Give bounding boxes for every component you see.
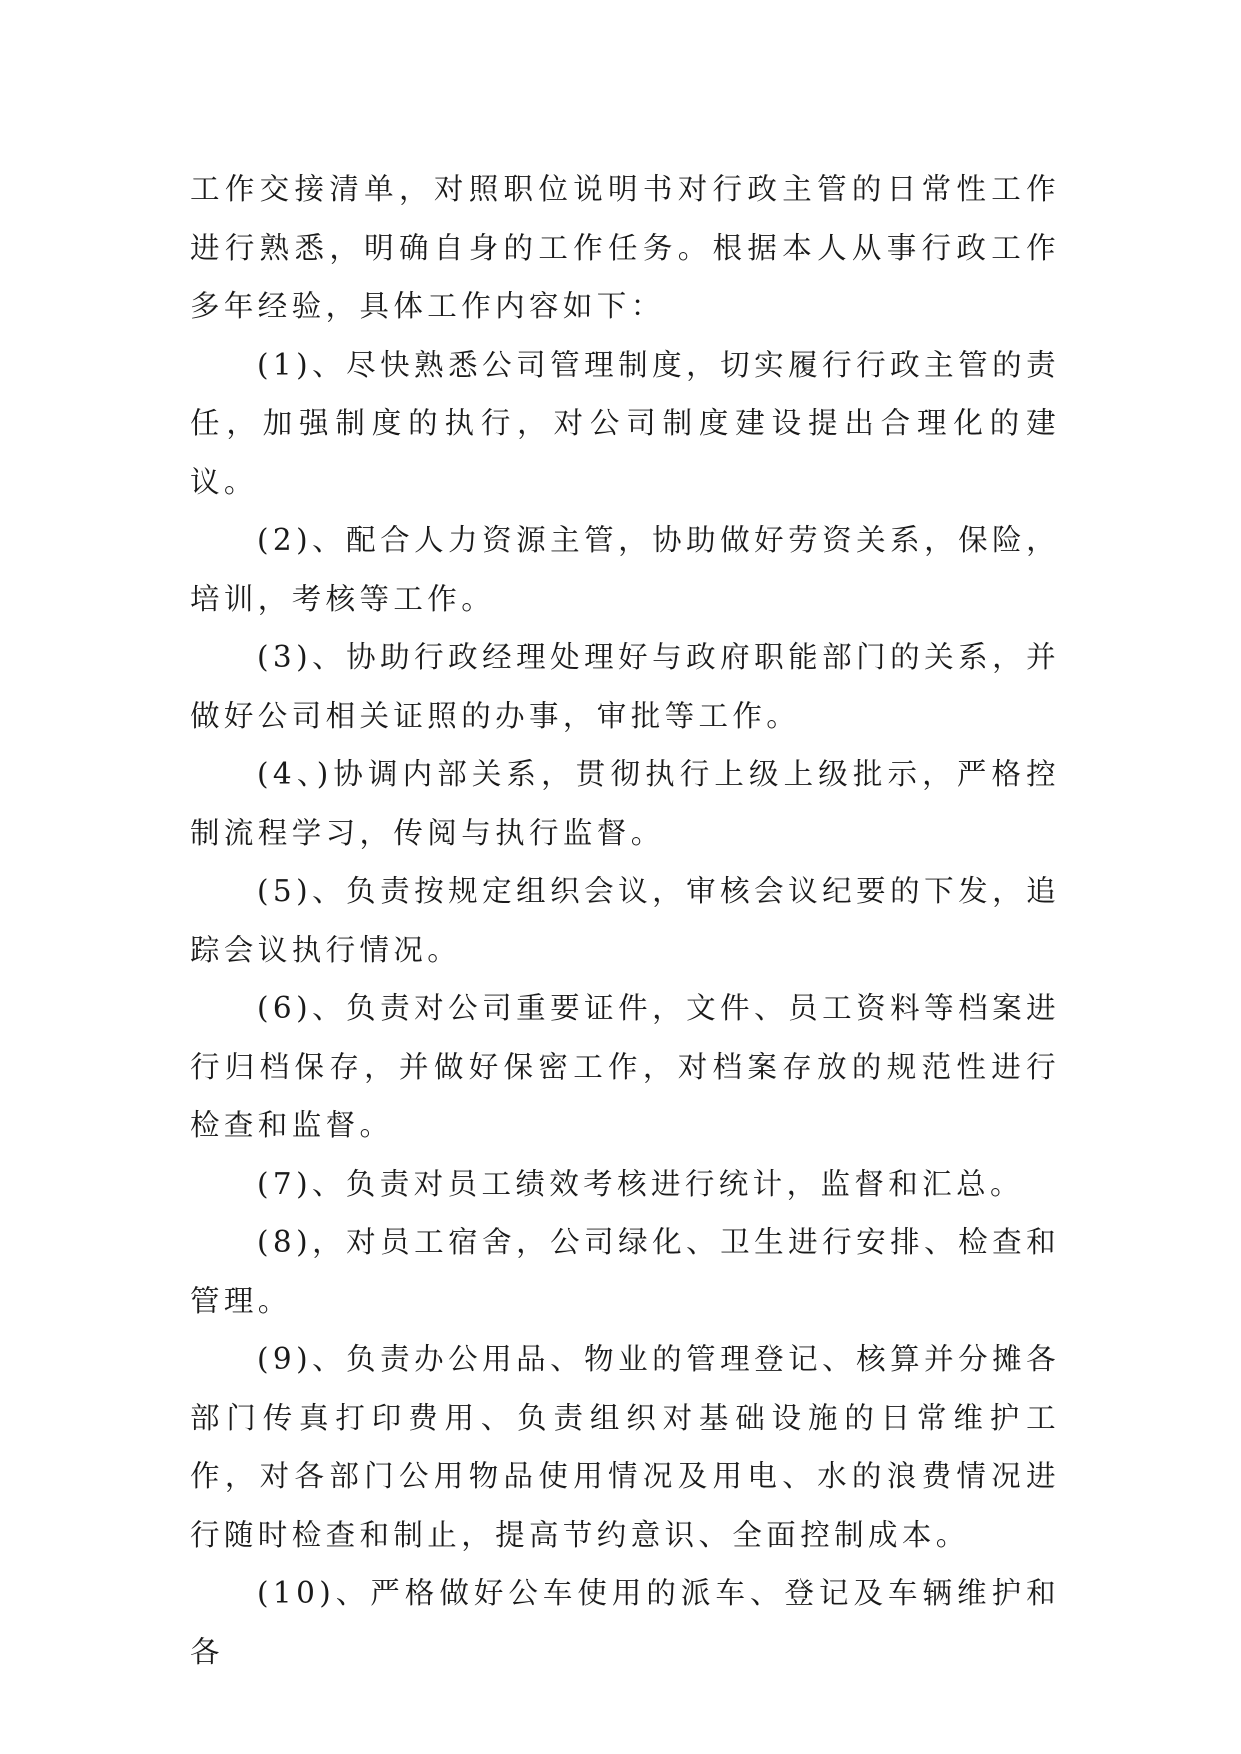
- list-item-2: (2)、配合人力资源主管，协助做好劳资关系，保险，培训，考核等工作。: [190, 523, 1060, 616]
- document-body: [190, 160, 1060, 1681]
- paragraph-intro: 工作交接清单，对照职位说明书对行政主管的日常性工作进行熟悉，明确自身的工作任务。根据本人从事行政工作多年经验，具体工作内容如下：: [190, 172, 1060, 323]
- list-item-8: (8)，对员工宿舍，公司绿化、卫生进行安排、检查和管理。: [190, 1225, 1060, 1318]
- list-item-9: (9)、负责办公用品、物业的管理登记、核算并分摊各部门传真打印费用、负责组织对基础设施的日常维护工作，对各部门公用物品使用情况及用电、水的浪费情况进行随时检查和制止，提高节约意识、全面控制成本。: [190, 1342, 1060, 1552]
- list-item-10: (10)、严格做好公车使用的派车、登记及车辆维护和各: [190, 1576, 1060, 1669]
- list-item-5: (5)、负责按规定组织会议，审核会议纪要的下发，追踪会议执行情况。: [190, 874, 1060, 967]
- list-item-7: (7)、负责对员工绩效考核进行统计，监督和汇总。: [257, 1166, 1024, 1201]
- list-item-6: (6)、负责对公司重要证件，文件、员工资料等档案进行归档保存，并做好保密工作，对档案存放的规范性进行检查和监督。: [190, 991, 1060, 1142]
- list-item-1: (1)、尽快熟悉公司管理制度，切实履行行政主管的责任，加强制度的执行，对公司制度建设提出合理化的建议。: [190, 347, 1060, 499]
- list-item-3: (3)、协助行政经理处理好与政府职能部门的关系，并做好公司相关证照的办事，审批等工作。: [190, 640, 1060, 733]
- list-item-4: (4、)协调内部关系，贯彻执行上级上级批示，严格控制流程学习，传阅与执行监督。: [190, 757, 1060, 850]
